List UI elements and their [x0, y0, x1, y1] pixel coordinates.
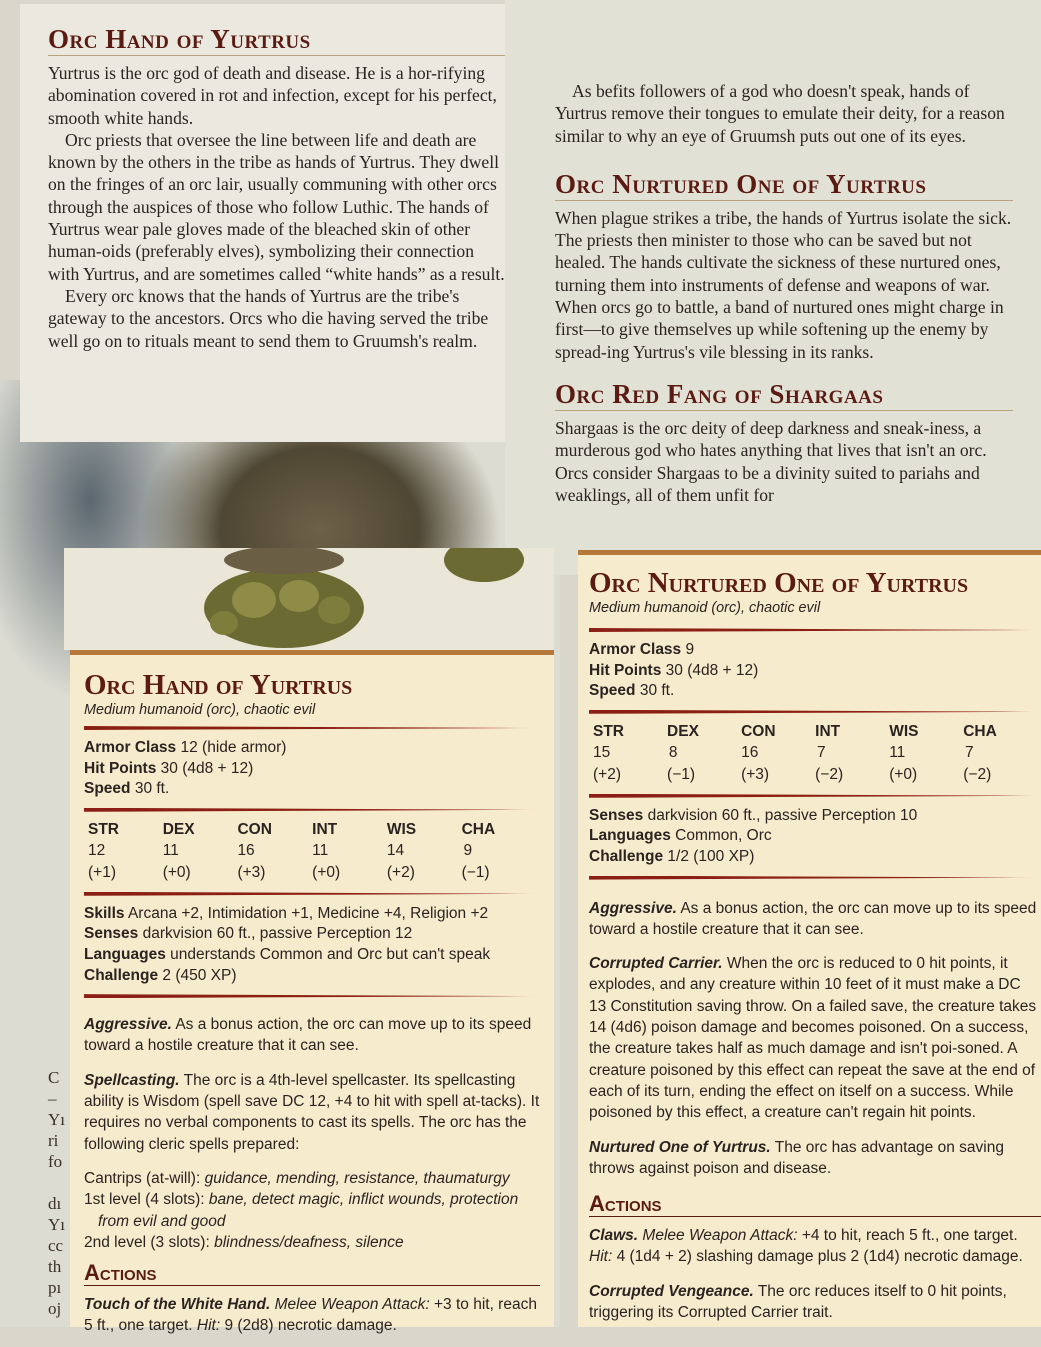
statblock-title: Orc Nurtured One of Yurtrus	[589, 567, 969, 599]
ability-cha: CHA 9 (−1)	[461, 820, 496, 881]
ability-cha: CHA 7 (−2)	[963, 722, 997, 783]
challenge: Challenge 1/2 (100 XP)	[589, 847, 755, 865]
languages: Languages Common, Orc	[589, 827, 772, 845]
lore-hand-of-yurtrus	[20, 4, 505, 442]
ability-str: STR 15 (+2)	[593, 722, 624, 783]
lore-body	[48, 62, 506, 352]
hit-points: Hit Points 30 (4d8 + 12)	[589, 661, 759, 679]
ability-str: STR 12 (+1)	[88, 820, 119, 881]
lore-paragraph: When plague strikes a tribe, the hands of Yurtrus isolate the sick. The priests then minister to those who can be saved but not healed. The hands cultivate the sickness of these nurtured ones, turning them into instruments of defense and weapons of war. When orcs go to battle, a band of nurtured ones might charge in first—to give themselves up while softening up the enemy by spread-ing Yurtrus's vile blessing in its ranks.	[555, 207, 1012, 362]
statblock-nurtured-one-of-yurtrus	[578, 550, 1041, 1327]
lore-body	[555, 80, 1013, 147]
actions-heading: Actions	[589, 1192, 1041, 1217]
hit-points: Hit Points 30 (4d8 + 12)	[84, 759, 254, 777]
section-heading: Orc Hand of Yurtrus	[48, 24, 505, 56]
trait-corrupted-carrier: Corrupted Carrier. When the orc is reduced to 0 hit points, it explodes, and any creature within 10 feet of it must make a DC 13 Constitution saving throw. On a failed save, the creature takes 14 (4d6) poison damage and becomes poisoned. On a success, the creature takes half as much damage and isn't poi-soned. A creature poisoned by this effect can repeat the save at the end of each of its turn, ending the effect on itself on a success. While poisoned by this effect, a creature can't regain hit points.	[589, 955, 1037, 1122]
illustration-foot	[64, 548, 554, 650]
ability-con: CON 16 (+3)	[237, 820, 272, 881]
trait-spellcasting: Spellcasting. The orc is a 4th-level spellcaster. Its spellcasting ability is Wisdom (spell save DC 12, +4 to hit with spell at-tacks). It requires no verbal components to cast its spells. The orc has the following cleric spells prepared:	[84, 1071, 540, 1153]
senses: Senses darkvision 60 ft., passive Perception 10	[589, 806, 918, 824]
action-touch-of-the-white-hand: Touch of the White Hand. Melee Weapon Attack: +3 to hit, reach 5 ft., one target. Hit: 9 (2d8) necrotic damage.	[84, 1296, 537, 1335]
divider	[589, 628, 1041, 632]
lore-body	[555, 207, 1013, 363]
lore-paragraph: Every orc knows that the hands of Yurtrus are the tribe's gateway to the ancestors. Orcs who die having served the tribe well go on to rituals meant to send them to Gruumsh's realm.	[48, 285, 489, 351]
lore-paragraph: Orc priests that oversee the line between life and death are known by the others in the tribe as hands of Yurtrus. They dwell on the fringes of an orc lair, usually communing with other orcs through the auspices of those who follow Luthic. The hands of Yurtrus wear pale gloves made of the bleached skin of other human-oids (preferably elves), symbolizing their connection with Yurtrus, and are sometimes called “white hands” as a result.	[48, 129, 505, 284]
spells-cantrips: Cantrips (at-will): guidance, mending, resistance, thaumaturgy	[84, 1169, 510, 1187]
ability-wis: WIS 14 (+2)	[386, 820, 417, 881]
divider	[589, 710, 1041, 714]
lore-right-column	[555, 80, 1013, 506]
spells-level-1: 1st level (4 slots): bane, detect magic, inflict wounds, protection from evil and good	[84, 1191, 519, 1230]
skills: Skills Arcana +2, Intimidation +1, Medicine +4, Religion +2	[84, 904, 489, 922]
speed: Speed 30 ft.	[589, 682, 675, 700]
trait-aggressive: Aggressive. As a bonus action, the orc can move up to its speed toward a hostile creature that it can see.	[84, 1016, 532, 1055]
ability-dex: DEX 8 (−1)	[667, 722, 699, 783]
statblock-subtitle: Medium humanoid (orc), chaotic evil	[589, 600, 821, 616]
senses: Senses darkvision 60 ft., passive Perception 12	[84, 925, 413, 943]
trait-nurtured-one: Nurtured One of Yurtrus. The orc has advantage on saving throws against poison and disease.	[589, 1138, 1004, 1177]
section-heading: Orc Red Fang of Shargaas	[555, 379, 1013, 411]
armor-class: Armor Class 12 (hide armor)	[84, 739, 287, 756]
divider	[84, 892, 540, 896]
divider	[84, 808, 540, 812]
ability-dex: DEX 11 (+0)	[162, 820, 195, 881]
cropped-page-fringe-text: C – Yı ri fo dı Yı cc th pı oj	[48, 1068, 65, 1318]
lore-paragraph: Shargaas is the orc deity of deep darkness and sneak-iness, a murderous god who hates anything that lives that isn't an orc. Orcs consider Shargaas to be a divinity suited to pariahs and weaklings, all of them unfit for	[555, 417, 987, 505]
ability-int: INT 11 (+0)	[312, 820, 341, 881]
actions-heading: Actions	[84, 1261, 540, 1286]
ability-scores	[589, 722, 1041, 786]
spells-level-2: 2nd level (3 slots): blindness/deafness, silence	[84, 1233, 404, 1251]
action-corrupted-vengeance: Corrupted Vengeance. The orc reduces itself to 0 hit points, triggering its Corrupted Carrier trait.	[589, 1282, 1007, 1322]
divider	[589, 794, 1041, 798]
action-claws: Claws. Melee Weapon Attack: +4 to hit, reach 5 ft., one target. Hit: 4 (1d4 + 2) slashing damage plus 2 (1d4) necrotic damage.	[589, 1227, 1023, 1266]
divider	[589, 876, 1041, 880]
ability-int: INT 7 (−2)	[815, 722, 844, 783]
ability-scores	[84, 820, 540, 884]
divider	[84, 994, 540, 998]
statblock-title: Orc Hand of Yurtrus	[84, 669, 353, 701]
trait-aggressive: Aggressive. As a bonus action, the orc can move up to its speed toward a hostile creature that it can see.	[589, 899, 1037, 938]
lore-paragraph: As befits followers of a god who doesn't speak, hands of Yurtrus remove their tongues to emulate their deity, for a reason similar to why an eye of Gruumsh puts out one of its eyes.	[555, 81, 1005, 146]
statblock-hand-of-yurtrus	[70, 650, 554, 1335]
armor-class: Armor Class 9	[589, 641, 695, 658]
speed: Speed 30 ft.	[84, 780, 170, 798]
challenge: Challenge 2 (450 XP)	[84, 966, 237, 984]
languages: Languages understands Common and Orc but can't speak	[84, 945, 491, 963]
ability-con: CON 16 (+3)	[741, 722, 776, 783]
lore-paragraph: Yurtrus is the orc god of death and disease. He is a hor-rifying abomination covered in rot and infection, except for his perfect, smooth white hands.	[48, 63, 497, 128]
lore-body	[555, 417, 1013, 506]
orc-foot-illustration	[64, 548, 554, 650]
ability-wis: WIS 11 (+0)	[889, 722, 919, 783]
divider	[84, 726, 540, 730]
statblock-subtitle: Medium humanoid (orc), chaotic evil	[84, 702, 316, 718]
section-heading: Orc Nurtured One of Yurtrus	[555, 169, 1013, 201]
